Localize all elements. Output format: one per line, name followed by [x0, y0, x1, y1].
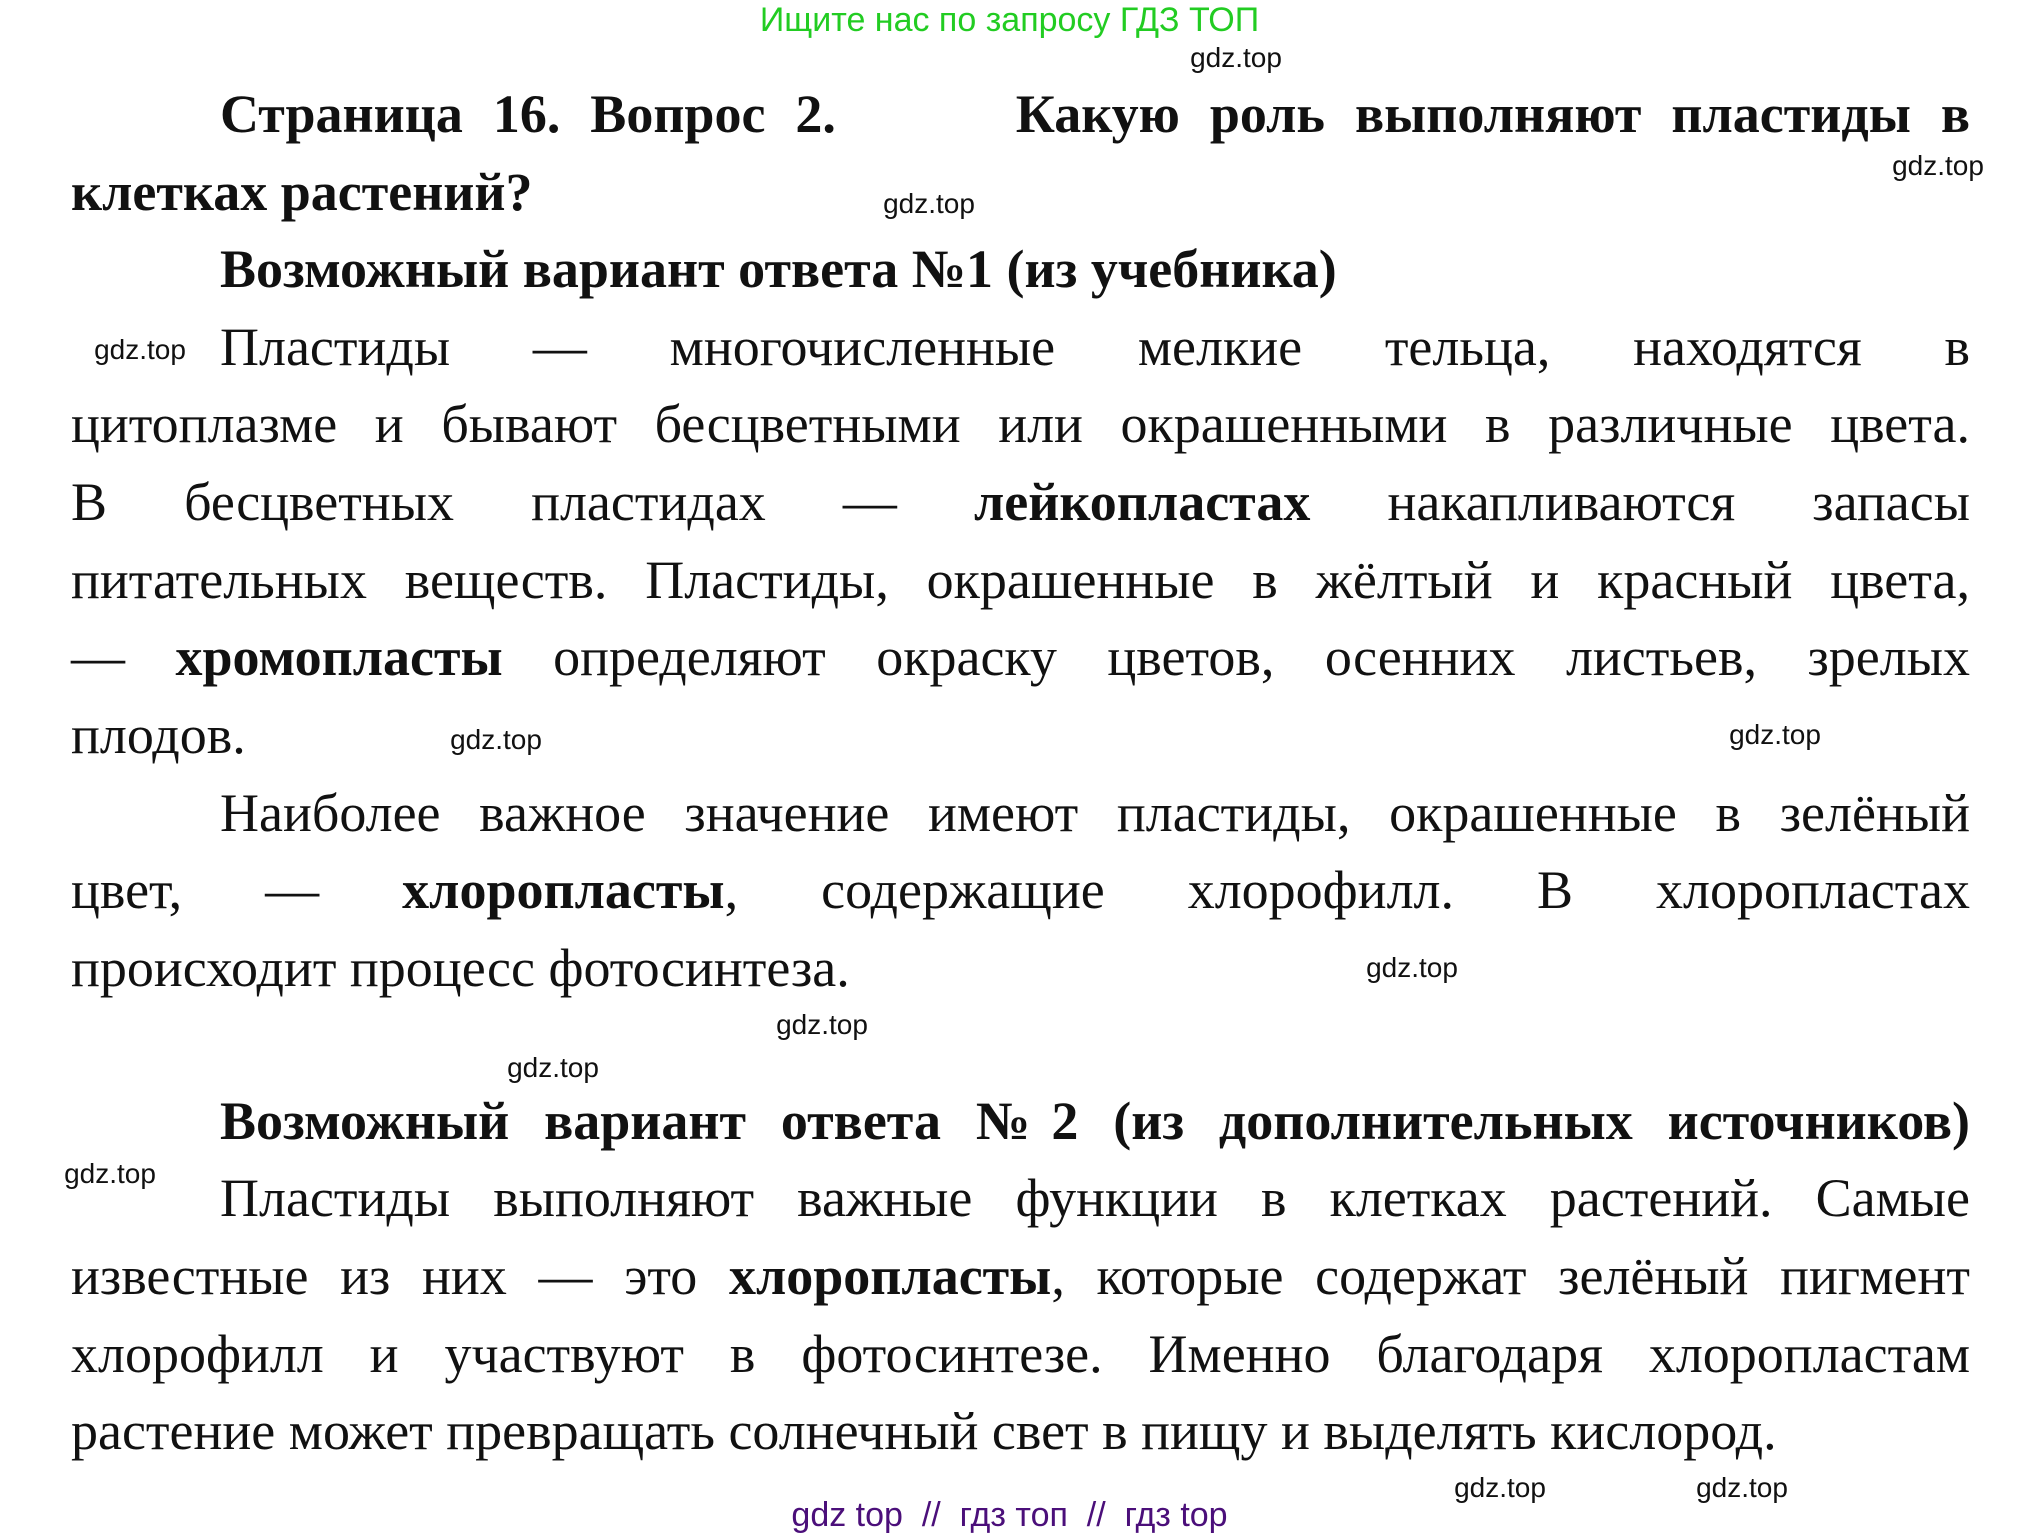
- bold-term: Какую роль выполняют пластиды в: [1015, 84, 1971, 144]
- answer-1-text-line: [71, 703, 246, 767]
- text-segment: растение может превращать солнечный свет в пищу и выделять кислород.: [71, 1401, 1777, 1461]
- answer-2-text-line: [71, 1322, 1970, 1386]
- bold-term: лейкопластах: [974, 472, 1311, 532]
- question-title-line: [220, 82, 1970, 146]
- watermark-text: gdz.top: [1696, 1472, 1788, 1503]
- answer-2-text-line: [220, 1166, 1970, 1230]
- text-segment: —: [71, 627, 176, 687]
- footer-watermark: gdz top // гдз топ // гдз top: [791, 1496, 1228, 1534]
- text-segment: питательных веществ. Пластиды, окрашенные в жёлтый и красный цвета,: [71, 550, 1970, 610]
- answer-1-text-line: [220, 315, 1970, 379]
- watermark-text: gdz.top: [64, 1158, 156, 1189]
- text-segment: плодов.: [71, 705, 246, 765]
- answer-1-text-line: [71, 625, 1970, 689]
- bold-term: хромопласты: [175, 627, 503, 687]
- text-segment: цвет, —: [71, 860, 403, 920]
- text-segment: В бесцветных пластидах —: [71, 472, 975, 532]
- watermark-text: gdz.top: [450, 724, 542, 755]
- text-segment: , которые содержат зелёный пигмент: [1051, 1246, 1971, 1306]
- text-segment: определяют окраску цветов, осенних листьев, зрелых: [502, 627, 1970, 687]
- watermark-text: gdz.top: [507, 1052, 599, 1083]
- bold-term: Возможный вариант ответа №2 (из дополнительных источников): [220, 1091, 1970, 1151]
- bold-term: клетках растений?: [71, 162, 533, 222]
- text-segment: Пластиды — многочисленные мелкие тельца, находятся в: [220, 317, 1970, 377]
- answer-1-text-line: [71, 548, 1970, 612]
- answer-1-text-line: [71, 858, 1970, 922]
- text-segment: Пластиды выполняют важные функции в клетках растений. Самые: [220, 1168, 1970, 1228]
- bold-term: хлоропласты: [728, 1246, 1052, 1306]
- bold-term: Страница 16. Вопрос 2.: [220, 84, 836, 144]
- watermark-text: gdz.top: [883, 188, 975, 219]
- watermark-text: gdz.top: [1190, 42, 1282, 73]
- answer-2-text-line: [71, 1244, 1970, 1308]
- text-segment: хлорофилл и участвуют в фотосинтезе. Именно благодаря хлоропластам: [71, 1324, 1970, 1384]
- watermark-text: gdz.top: [1892, 150, 1984, 181]
- question-title-cont-line: [71, 160, 533, 224]
- watermark-text: gdz.top: [1454, 1472, 1546, 1503]
- answer-1-heading-line: [220, 237, 1337, 301]
- bold-term: Возможный вариант ответа №1 (из учебника): [220, 239, 1337, 299]
- answer-2-heading-line: [220, 1089, 1970, 1153]
- watermark-text: gdz.top: [1366, 952, 1458, 983]
- text-segment: , содержащие хлорофилл. В хлоропластах: [724, 860, 1971, 920]
- text-segment: накапливаются запасы: [1310, 472, 1970, 532]
- answer-1-text-line: [71, 936, 850, 1000]
- answer-1-text-line: [71, 392, 1970, 456]
- text-segment: цитоплазме и бывают бесцветными или окрашенными в различные цвета.: [71, 394, 1970, 454]
- text-segment: происходит процесс фотосинтеза.: [71, 938, 850, 998]
- text-segment: известные из них — это: [71, 1246, 729, 1306]
- answer-1-text-line: [220, 781, 1970, 845]
- watermark-text: gdz.top: [94, 334, 186, 365]
- answer-1-text-line: [71, 470, 1970, 534]
- answer-2-text-line: [71, 1399, 1777, 1463]
- search-banner: Ищите нас по запросу ГДЗ ТОП: [759, 1, 1260, 39]
- bold-term: хлоропласты: [402, 860, 725, 920]
- watermark-text: gdz.top: [776, 1009, 868, 1040]
- text-segment: Наиболее важное значение имеют пластиды, окрашенные в зелёный: [220, 783, 1970, 843]
- text-segment: [836, 84, 1016, 144]
- watermark-text: gdz.top: [1729, 719, 1821, 750]
